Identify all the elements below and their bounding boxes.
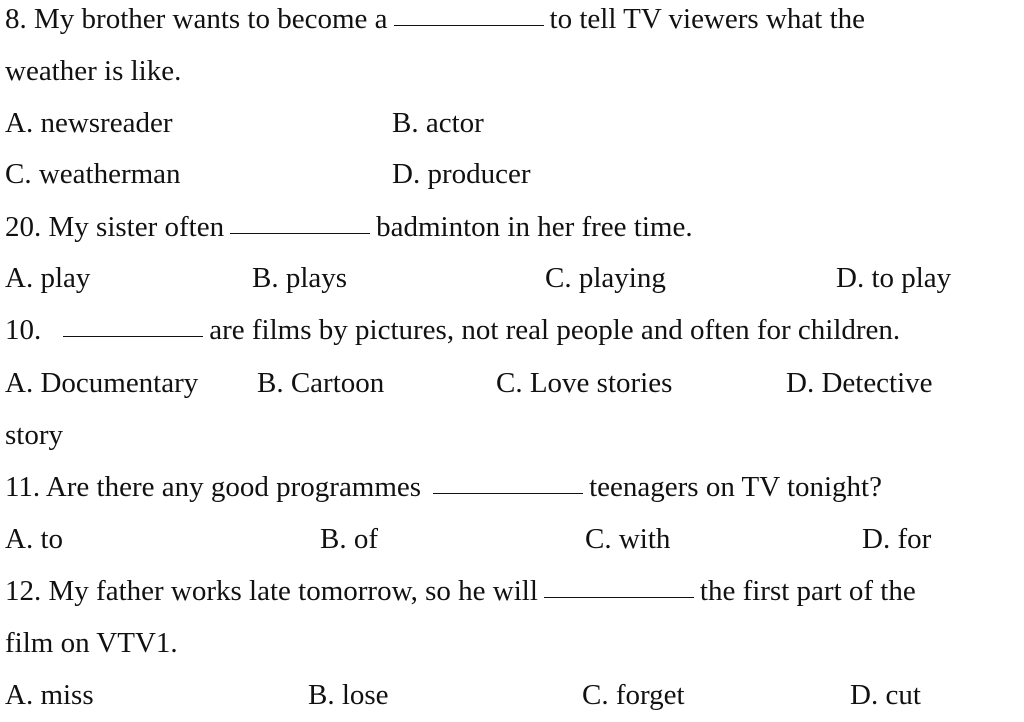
option-a: A. to	[5, 523, 63, 555]
question-text: 8. My brother wants to become a	[5, 3, 388, 35]
question-8-line-1	[5, 2, 865, 36]
option-d: D. cut	[850, 679, 921, 711]
option-a: A. miss	[5, 679, 94, 711]
question-11-line-1	[5, 470, 882, 504]
question-text: teenagers on TV tonight?	[589, 471, 882, 503]
question-text: the first part of the	[699, 575, 916, 607]
question-12-line-2: film on VTV1.	[5, 627, 178, 659]
option-d: D. for	[862, 523, 932, 555]
question-text: badminton in her free time.	[376, 211, 693, 243]
option-a: A. play	[5, 262, 91, 294]
question-text: 11. Are there any good programmes	[5, 471, 422, 503]
question-text: 12. My father works late tomorrow, so he will	[5, 575, 538, 607]
option-d: D. producer	[392, 158, 531, 190]
question-12-line-1	[5, 574, 916, 608]
question-text: to tell TV viewers what the	[549, 3, 865, 35]
option-b: B. of	[320, 523, 378, 555]
option-c: C. playing	[545, 262, 666, 294]
option-c: C. weatherman	[5, 158, 181, 190]
option-b: B. actor	[392, 107, 484, 139]
answer-blank	[394, 24, 544, 26]
option-d: D. to play	[836, 262, 952, 294]
option-d: D. Detective	[786, 367, 933, 399]
question-20-line-1	[5, 210, 693, 244]
option-c: C. with	[585, 523, 671, 555]
option-d-continuation: story	[5, 419, 63, 451]
question-text: are films by pictures, not real people and often for children.	[209, 314, 901, 346]
question-10-line-1	[5, 313, 900, 347]
option-c: C. forget	[582, 679, 685, 711]
answer-blank	[433, 492, 583, 494]
question-8-line-2: weather is like.	[5, 55, 182, 87]
option-c: C. Love stories	[496, 367, 673, 399]
question-text: 20. My sister often	[5, 211, 225, 243]
option-a: A. Documentary	[5, 367, 199, 399]
answer-blank	[544, 596, 694, 598]
answer-blank	[63, 335, 203, 337]
question-text: 10.	[5, 314, 42, 346]
option-b: B. lose	[308, 679, 389, 711]
option-b: B. plays	[252, 262, 348, 294]
option-b: B. Cartoon	[257, 367, 385, 399]
answer-blank	[230, 232, 370, 234]
option-a: A. newsreader	[5, 107, 173, 139]
